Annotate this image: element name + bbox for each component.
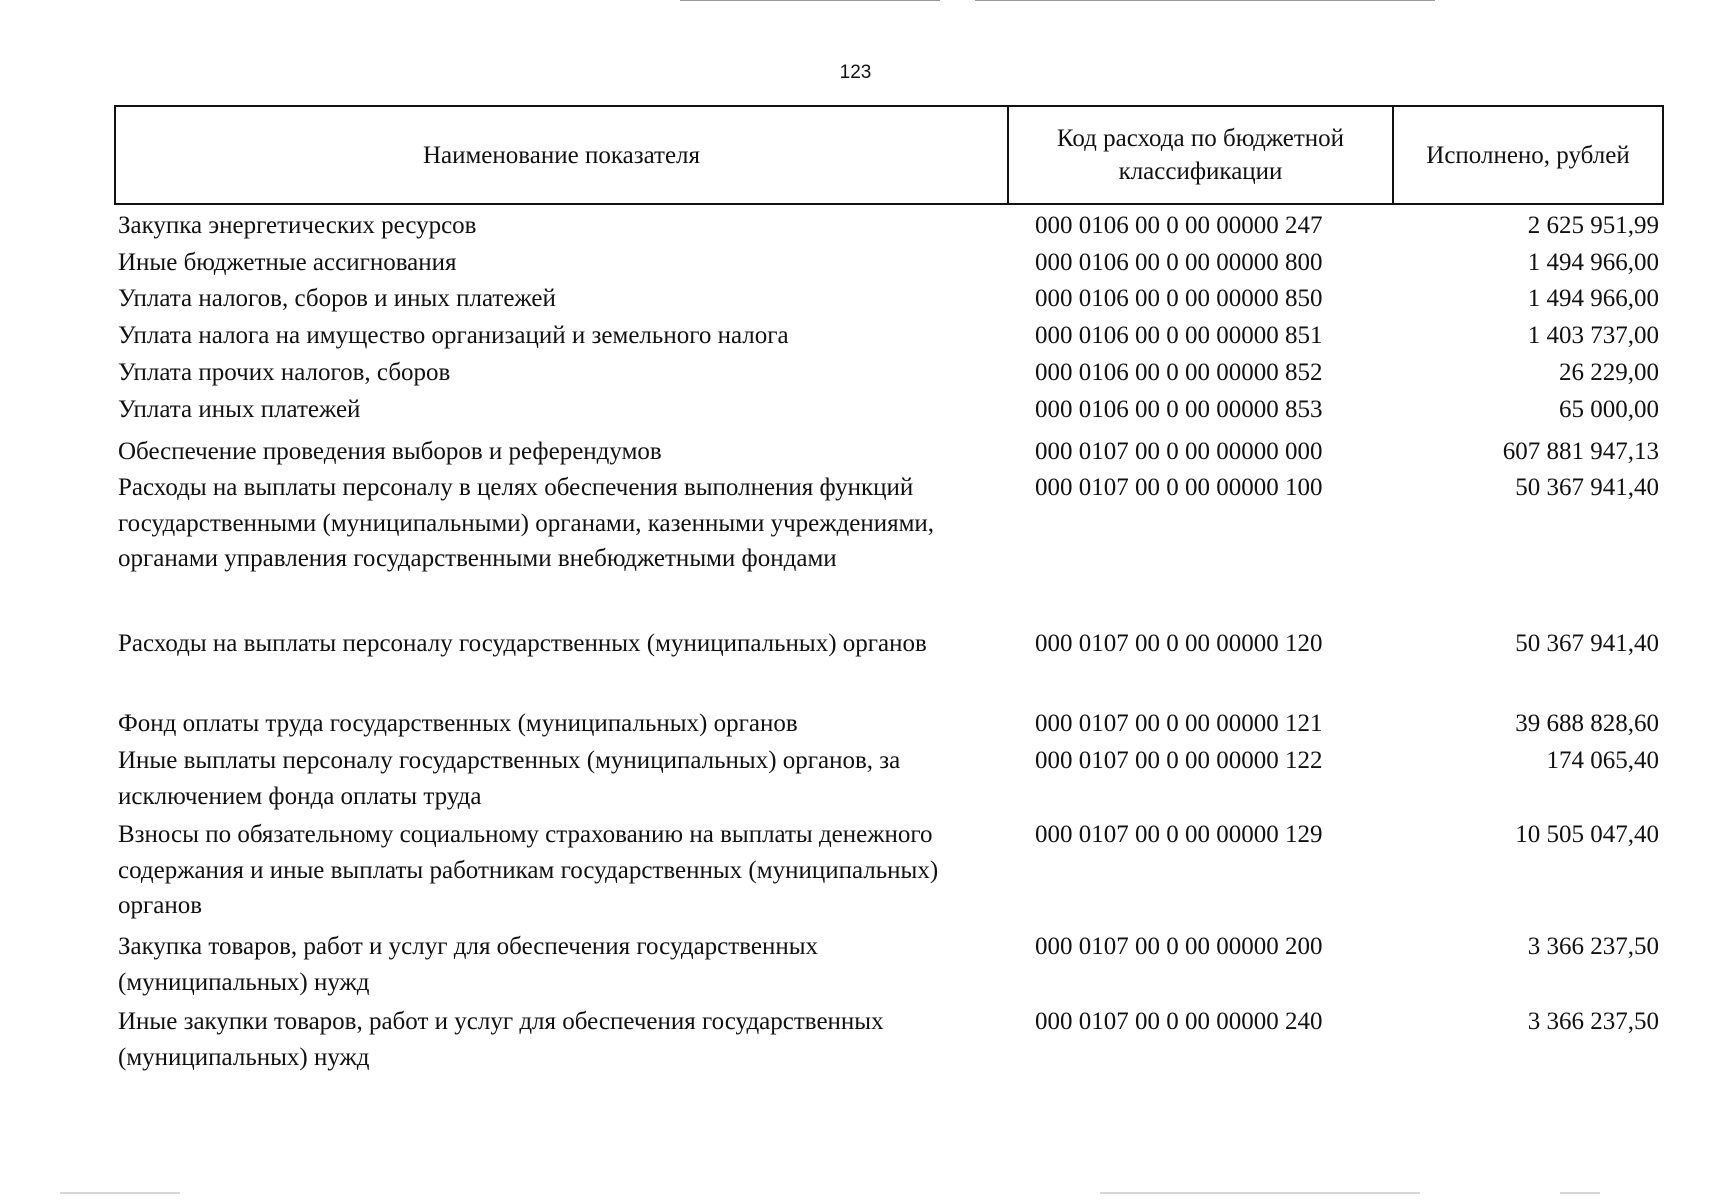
- row-name: Иные бюджетные ассигнования: [118, 249, 457, 276]
- row-name: Уплата налогов, сборов и иных платежей: [118, 285, 556, 312]
- header-code: Код расхода по бюджетной классификации: [1009, 107, 1394, 203]
- row-amount: 10 505 047,40: [1515, 821, 1659, 848]
- header-name: Наименование показателя: [116, 107, 1009, 203]
- table-header: [114, 105, 1664, 205]
- row-code: 000 0106 00 0 00 00000 800: [1035, 249, 1323, 276]
- row-name: Фонд оплаты труда государственных (муниципальных) органов: [118, 710, 798, 737]
- row-amount: 2 625 951,99: [1527, 212, 1659, 239]
- row-code: 000 0106 00 0 00 00000 247: [1035, 212, 1323, 239]
- row-name: Взносы по обязательному социальному страхованию на выплаты денежного содержания и иные выплаты работникам государственных (муниципальных) органов: [118, 821, 939, 919]
- scan-noise: [60, 1192, 180, 1194]
- row-name: Уплата налога на имущество организаций и земельного налога: [118, 322, 789, 349]
- row-amount: 607 881 947,13: [1502, 438, 1659, 465]
- scan-noise: [1100, 1192, 1420, 1194]
- row-amount: 39 688 828,60: [1515, 710, 1659, 737]
- scan-top-rule: [975, 0, 1435, 1]
- scan-noise: [1560, 1192, 1600, 1194]
- row-code: 000 0107 00 0 00 00000 100: [1035, 474, 1323, 501]
- row-code: 000 0107 00 0 00 00000 122: [1035, 747, 1323, 774]
- row-code: 000 0106 00 0 00 00000 851: [1035, 322, 1323, 349]
- row-name: Иные закупки товаров, работ и услуг для обеспечения государственных (муниципальных) нужд: [118, 1008, 884, 1071]
- row-amount: 1 494 966,00: [1527, 249, 1659, 276]
- row-name: Уплата прочих налогов, сборов: [118, 359, 451, 386]
- row-code: 000 0107 00 0 00 00000 129: [1035, 821, 1323, 848]
- row-code: 000 0107 00 0 00 00000 120: [1035, 630, 1323, 657]
- scan-top-rule: [680, 0, 940, 1]
- row-name: Расходы на выплаты персоналу государственных (муниципальных) органов: [118, 630, 927, 657]
- row-code: 000 0106 00 0 00 00000 853: [1035, 396, 1323, 423]
- row-name: Закупка товаров, работ и услуг для обеспечения государственных (муниципальных) нужд: [118, 933, 819, 996]
- row-name: Расходы на выплаты персоналу в целях обеспечения выполнения функций государственными (муниципальными) органами, казенными учреждениями, органами управления государственными внебюджетными фондами: [118, 474, 935, 572]
- row-amount: 3 366 237,50: [1527, 933, 1659, 960]
- header-amount: Исполнено, рублей: [1426, 141, 1630, 169]
- row-amount: 50 367 941,40: [1515, 474, 1659, 501]
- row-name: Иные выплаты персоналу государственных (муниципальных) органов, за исключением фонда оплаты труда: [118, 747, 901, 810]
- page-number: 123: [839, 62, 872, 83]
- row-amount: 65 000,00: [1559, 396, 1659, 423]
- row-amount: 50 367 941,40: [1515, 630, 1659, 657]
- row-amount: 174 065,40: [1546, 747, 1659, 774]
- row-amount: 26 229,00: [1559, 359, 1659, 386]
- row-code: 000 0107 00 0 00 00000 200: [1035, 933, 1323, 960]
- row-name: Уплата иных платежей: [118, 396, 361, 423]
- row-amount: 1 403 737,00: [1527, 322, 1659, 349]
- row-name: Обеспечение проведения выборов и референдумов: [118, 438, 662, 465]
- row-code: 000 0107 00 0 00 00000 000: [1035, 438, 1323, 465]
- row-amount: 1 494 966,00: [1527, 285, 1659, 312]
- row-amount: 3 366 237,50: [1527, 1008, 1659, 1035]
- row-code: 000 0106 00 0 00 00000 850: [1035, 285, 1323, 312]
- row-code: 000 0107 00 0 00 00000 240: [1035, 1008, 1323, 1035]
- row-code: 000 0106 00 0 00 00000 852: [1035, 359, 1323, 386]
- row-code: 000 0107 00 0 00 00000 121: [1035, 710, 1323, 737]
- row-name: Закупка энергетических ресурсов: [118, 212, 477, 239]
